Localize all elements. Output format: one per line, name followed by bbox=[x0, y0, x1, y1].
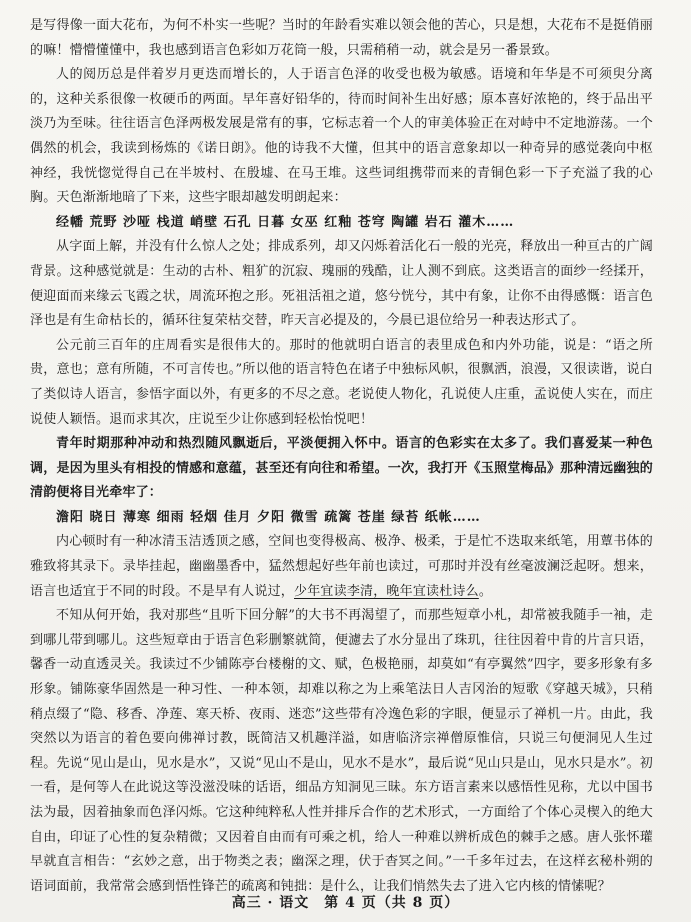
paragraph-4: 公元前三百年的庄周看实是很伟大的。那时的他就明白语言的表里成色和内外功能，说是：“语之所贵，意也；意有所随，不可言传也。”所以他的语言特色在诸子中独标风帜，很飘洒，浪漫，又很读谐，说白了类似诗人语言，参悟字面以外，有更多的不尽之意。老说使人物化，孔说使人庄重，孟说使人实在，而庄说使人颖悟。退而求其次，庄说至少让你感到轻松怡悦吧！ bbox=[30, 337, 653, 427]
page-footer: 高三 · 语文 第 4 页（共 8 页） bbox=[231, 895, 460, 911]
term-list-2: 澹阳 晓日 薄寒 细雨 轻烟 佳月 夕阳 微雪 疏篱 苍崖 绿苔 纸帐…… bbox=[56, 509, 481, 525]
underlined-quote: 少年宜读李清，晚年宜读杜诗么 bbox=[294, 583, 479, 599]
paragraph-5: 青年时期那种冲动和热烈随风飘逝后，平淡便拥入怀中。语言的色彩实在太多了。我们喜爱某一种色调，是因为里头有相投的情感和意蕴，甚至还有向往和希望。一次，我打开《玉照堂梅品》那种清远幽独的清韵便将目光牵牢了： bbox=[30, 436, 653, 501]
article-body bbox=[30, 14, 653, 899]
paragraph-6 bbox=[30, 530, 653, 604]
paragraph-2: 人的阅历总是伴着岁月更迭而增长的，人于语言色泽的收受也极为敏感。语境和年华是不可须臾分离的，这种关系很像一枚硬币的两面。早年喜好铅华的，待而时间补生出好感；原本喜好浓艳的，终于品出平淡乃为至味。往往语言色泽两极发展是常有的事，它标志着一个人的审美体验正在对峙中不定地游荡。一个偶然的机会，我读到杨炼的《诺日朗》。他的诗我不大懂，但其中的语言意象却以一种奇异的感觉袭向中枢神经，我恍惚觉得自己在半坡村、在殷墟、在马王堆。这些词组携带而来的青铜色彩一下子充溢了我的心胸。天色渐渐地暗了下来，这些字眼却越发明朗起来： bbox=[30, 67, 653, 206]
term-list-1: 经幡 荒野 沙哑 栈道 峭壁 石孔 日暮 女巫 红釉 苍穹 陶罐 岩石 灌木…… bbox=[56, 214, 515, 230]
paragraph-3: 从字面上解，并没有什么惊人之处；排成系列，却又闪烁着活化石一般的光亮，释放出一种亘古的广阔背景。这种感觉就是：生动的古朴、粗犷的沉寂、瑰丽的残酷，让人测不到底。这类语言的面纱一经揉开，便迎面而来缘云飞霞之状，周流环抱之形。死祖活祖之道，悠兮恍兮，其中有象，让你不由得感慨：语言色泽也是有生命枯长的，循环往复荣枯交替，昨天言必提及的，今晨已退位给另一种表达形式了。 bbox=[30, 239, 653, 329]
paragraph-1: 是写得像一面大花布，为何不朴实一些呢？当时的年龄看实难以领会他的苦心，只是想，大花布不是挺俏丽的嘛！懵懵懂懂中，我也感到语言色彩如万花筒一般，只需稍稍一动，就会是另一番景致。 bbox=[30, 18, 653, 58]
paragraph-6-text: 内心顿时有一种冰清玉洁透顶之感，空间也变得极高、极净、极柔，于是忙不迭取来纸笔，用蕈书体的雅致将其录下。录毕挂起，幽幽墨香中，猛然想起好些年前也读过，可那时并没有丝毫波澜泛起呀。想来，语言也适宜于不同的时段。不是早有人说过， bbox=[30, 534, 653, 599]
paragraph-7: 不知从何开始，我对那些“且听下回分解”的大书不再渴望了，而那些短章小札，却常被我随手一袖，走到哪儿带到哪儿。这些短章由于语言色彩删繁就简，便濾去了水分显出了珠玑，往往因着中肯的片言只语，馨香一动直透灵关。我读过不少铺陈亭台楼榭的文、赋，色极艳丽，却莫如“有亭翼然”四字，要多形象有多形象。铺陈豪华固然是一种习性、一种本领，却难以称之为上乘笔法日人吉冈治的短歌《穿越天城》，只稍稍点缀了“隐、移香、净莲、寒天桥、夜雨、迷恋”这些带有冷逸色彩的字眼，便显示了禅机一片。由此，我突然以为语言的着色要向佛禅讨教，既简洁又机趣洋溢，如唐临济宗禅僧原惟信，只说三句便洞见人生过程。先说“见山是山，见水是水”，又说“见山不是山，见水不是水”，最后说“见山只是山，见水只是水”。初一看，是何等人在此说这等没滋没味的话语，细品方知洞见三昧。东方语言素来以感悟性见称，尤以中国书法为最，因着抽象而色泽闪烁。它这种纯粹私人性并排斥合作的艺术形式，一方面给了个体心灵楔入的绝大自由，印证了心性的复杂精微；又因着自由而有可乘之机，给人一种难以辨析成色的棘手之感。唐人张怀瓘早就直言相告：“玄妙之意，出于物类之表；幽深之理，伏于杳冥之间。”一千多年过去，在这样玄秘朴朔的语词面前，我常常会感到悟性锋芒的疏离和钝拙：是什么，让我们悄然失去了进入它内核的情愫呢？ bbox=[30, 608, 653, 894]
paragraph-6-tail: 。 bbox=[478, 583, 493, 599]
